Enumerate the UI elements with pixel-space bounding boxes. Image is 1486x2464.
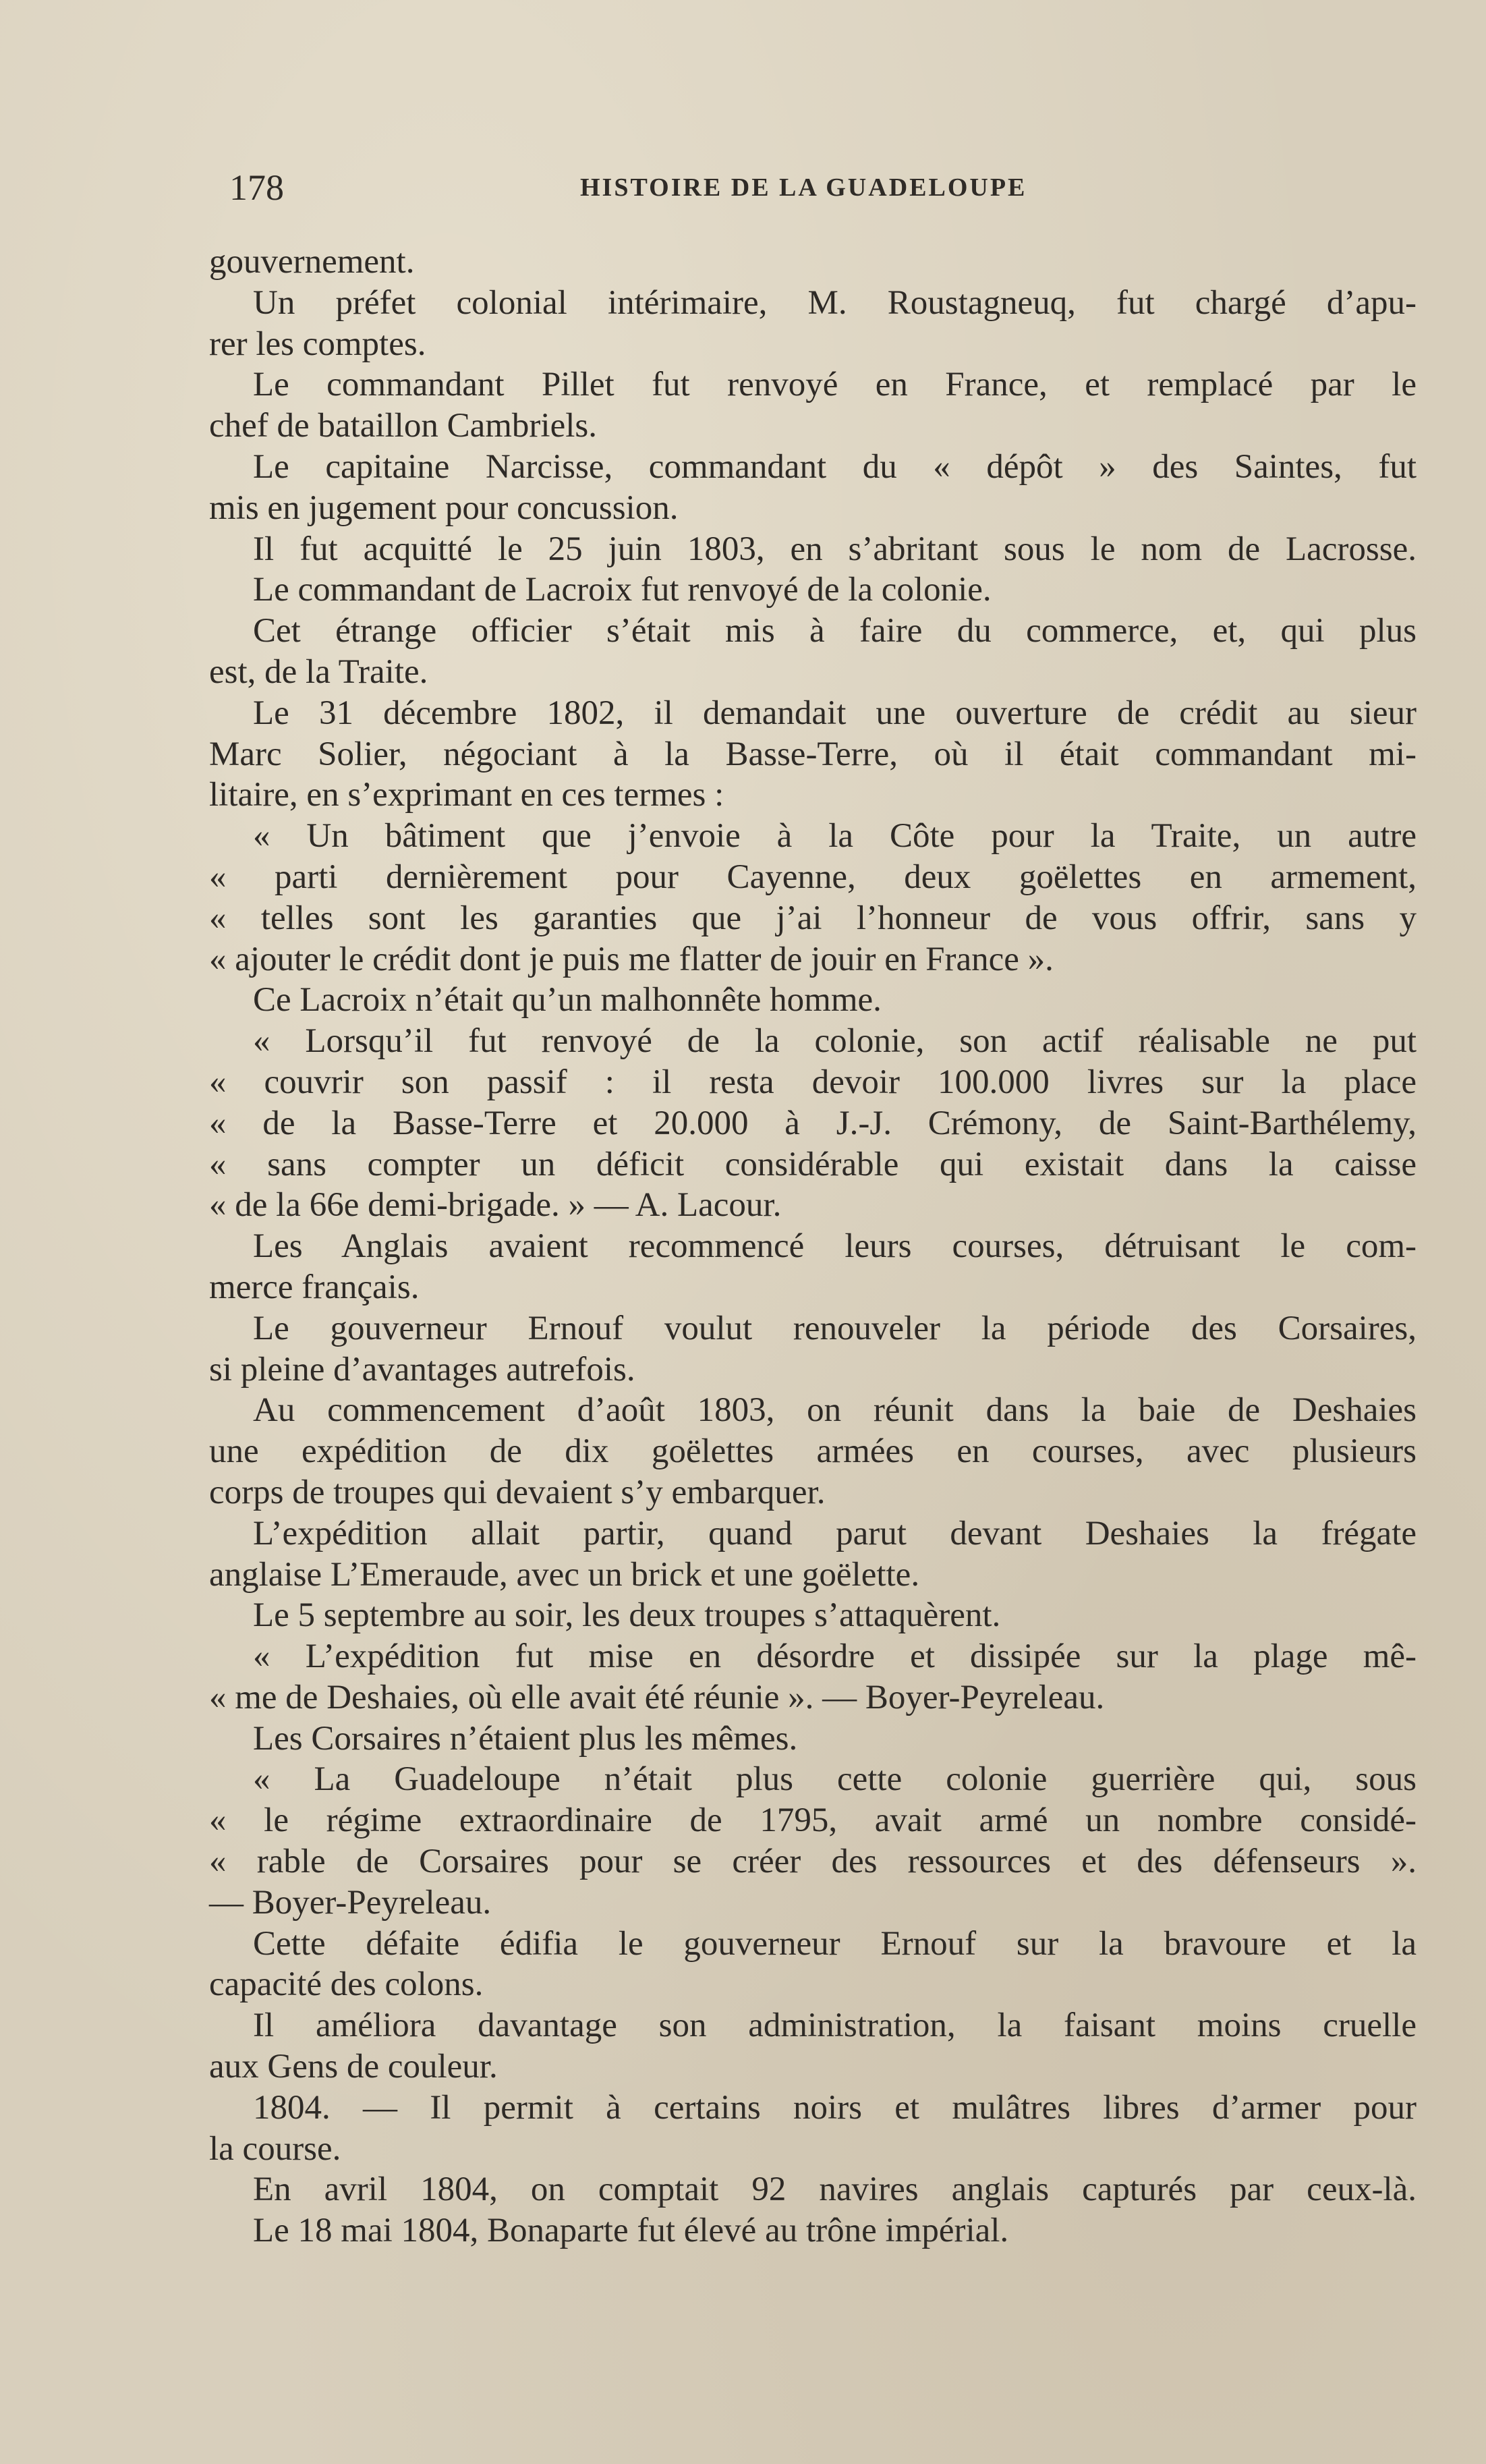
text-line: anglaise L’Emeraude, avec un brick et une goëlette. bbox=[209, 1555, 920, 1594]
text-line: si pleine d’avantages autrefois. bbox=[209, 1350, 635, 1389]
text-line: capacité des colons. bbox=[209, 1965, 484, 2004]
text-line: la course. bbox=[209, 2129, 341, 2168]
text-line: Le gouverneur Ernouf voulut renouveler la période des Corsaires, bbox=[253, 1309, 1417, 1347]
text-line: une expédition de dix goëlettes armées en courses, avec plusieurs bbox=[209, 1432, 1417, 1471]
text-line: Un préfet colonial intérimaire, M. Roustagneuq, fut chargé d’apu- bbox=[253, 283, 1417, 322]
text-line: — Boyer-Peyreleau. bbox=[209, 1883, 492, 1922]
text-line: merce français. bbox=[209, 1268, 420, 1306]
text-line: Cet étrange officier s’était mis à faire du commerce, et, qui plus bbox=[253, 612, 1417, 650]
text-line: « ajouter le crédit dont je puis me flatter de jouir en France ». bbox=[209, 940, 1054, 978]
text-line: « Un bâtiment que j’envoie à la Côte pour la Traite, un autre bbox=[253, 817, 1417, 856]
text-line: Le 18 mai 1804, Bonaparte fut élevé au trône impérial. bbox=[253, 2212, 1009, 2250]
text-line: « de la 66e demi-brigade. » — A. Lacour. bbox=[209, 1186, 782, 1225]
text-line: « La Guadeloupe n’était plus cette colonie guerrière qui, sous bbox=[253, 1760, 1417, 1799]
text-line: corps de troupes qui devaient s’y embarquer. bbox=[209, 1473, 826, 1511]
text-line: « rable de Corsaires pour se créer des ressources et des défenseurs ». bbox=[209, 1843, 1417, 1881]
text-line: litaire, en s’exprimant en ces termes : bbox=[209, 776, 724, 814]
text-line: Il améliora davantage son administration, la faisant moins cruelle bbox=[253, 2007, 1417, 2045]
text-line: Le commandant de Lacroix fut renvoyé de la colonie. bbox=[253, 571, 992, 609]
text-line: Les Anglais avaient recommencé leurs courses, détruisant le com- bbox=[253, 1227, 1417, 1266]
text-line: Le commandant Pillet fut renvoyé en France, et remplacé par le bbox=[253, 366, 1417, 404]
text-line: rer les comptes. bbox=[209, 325, 426, 363]
text-line: Marc Solier, négociant à la Basse-Terre, où il était commandant mi- bbox=[209, 735, 1417, 773]
text-line: chef de bataillon Cambriels. bbox=[209, 407, 597, 445]
text-line: « couvrir son passif : il resta devoir 100.000 livres sur la place bbox=[209, 1063, 1417, 1101]
text-line: gouvernement. bbox=[209, 243, 415, 281]
text-line: Le 31 décembre 1802, il demandait une ouverture de crédit au sieur bbox=[253, 694, 1417, 732]
text-line: Ce Lacroix n’était qu’un malhonnête homme. bbox=[253, 981, 882, 1019]
text-line: 1804. — Il permit à certains noirs et mulâtres libres d’armer pour bbox=[253, 2088, 1417, 2127]
text-line: « le régime extraordinaire de 1795, avait armé un nombre considé- bbox=[209, 1801, 1417, 1840]
text-line: « L’expédition fut mise en désordre et dissipée sur la plage mê- bbox=[253, 1637, 1417, 1676]
text-line: est, de la Traite. bbox=[209, 652, 428, 691]
text-line: « parti dernièrement pour Cayenne, deux goëlettes en armement, bbox=[209, 858, 1417, 896]
running-title: HISTOIRE DE LA GUADELOUPE bbox=[580, 173, 1027, 202]
text-line: Le 5 septembre au soir, les deux troupes s’attaquèrent. bbox=[253, 1596, 1001, 1635]
page-number: 178 bbox=[229, 167, 284, 208]
text-line: Les Corsaires n’étaient plus les mêmes. bbox=[253, 1719, 798, 1758]
text-line: mis en jugement pour concussion. bbox=[209, 488, 679, 527]
text-line: « telles sont les garanties que j’ai l’honneur de vous offrir, sans y bbox=[209, 899, 1417, 937]
text-line: « de la Basse-Terre et 20.000 à J.-J. Crémony, de Saint-Barthélemy, bbox=[209, 1104, 1417, 1142]
text-line: Au commencement d’août 1803, on réunit dans la baie de Deshaies bbox=[253, 1391, 1417, 1430]
running-head bbox=[229, 167, 1282, 208]
body-text bbox=[209, 242, 1417, 2251]
text-line: En avril 1804, on comptait 92 navires anglais capturés par ceux-là. bbox=[253, 2171, 1417, 2209]
text-line: « sans compter un déficit considérable qui existait dans la caisse bbox=[209, 1145, 1417, 1183]
text-line: aux Gens de couleur. bbox=[209, 2048, 498, 2086]
text-line: « me de Deshaies, où elle avait été réunie ». — Boyer-Peyreleau. bbox=[209, 1678, 1105, 1716]
text-line: Cette défaite édifia le gouverneur Ernouf sur la bravoure et la bbox=[253, 1924, 1417, 1963]
text-line: Il fut acquitté le 25 juin 1803, en s’abritant sous le nom de Lacrosse. bbox=[253, 530, 1417, 568]
text-line: « Lorsqu’il fut renvoyé de la colonie, son actif réalisable ne put bbox=[253, 1022, 1417, 1061]
text-line: Le capitaine Narcisse, commandant du « dépôt » des Saintes, fut bbox=[253, 447, 1417, 486]
text-line: L’expédition allait partir, quand parut devant Deshaies la frégate bbox=[253, 1514, 1417, 1552]
